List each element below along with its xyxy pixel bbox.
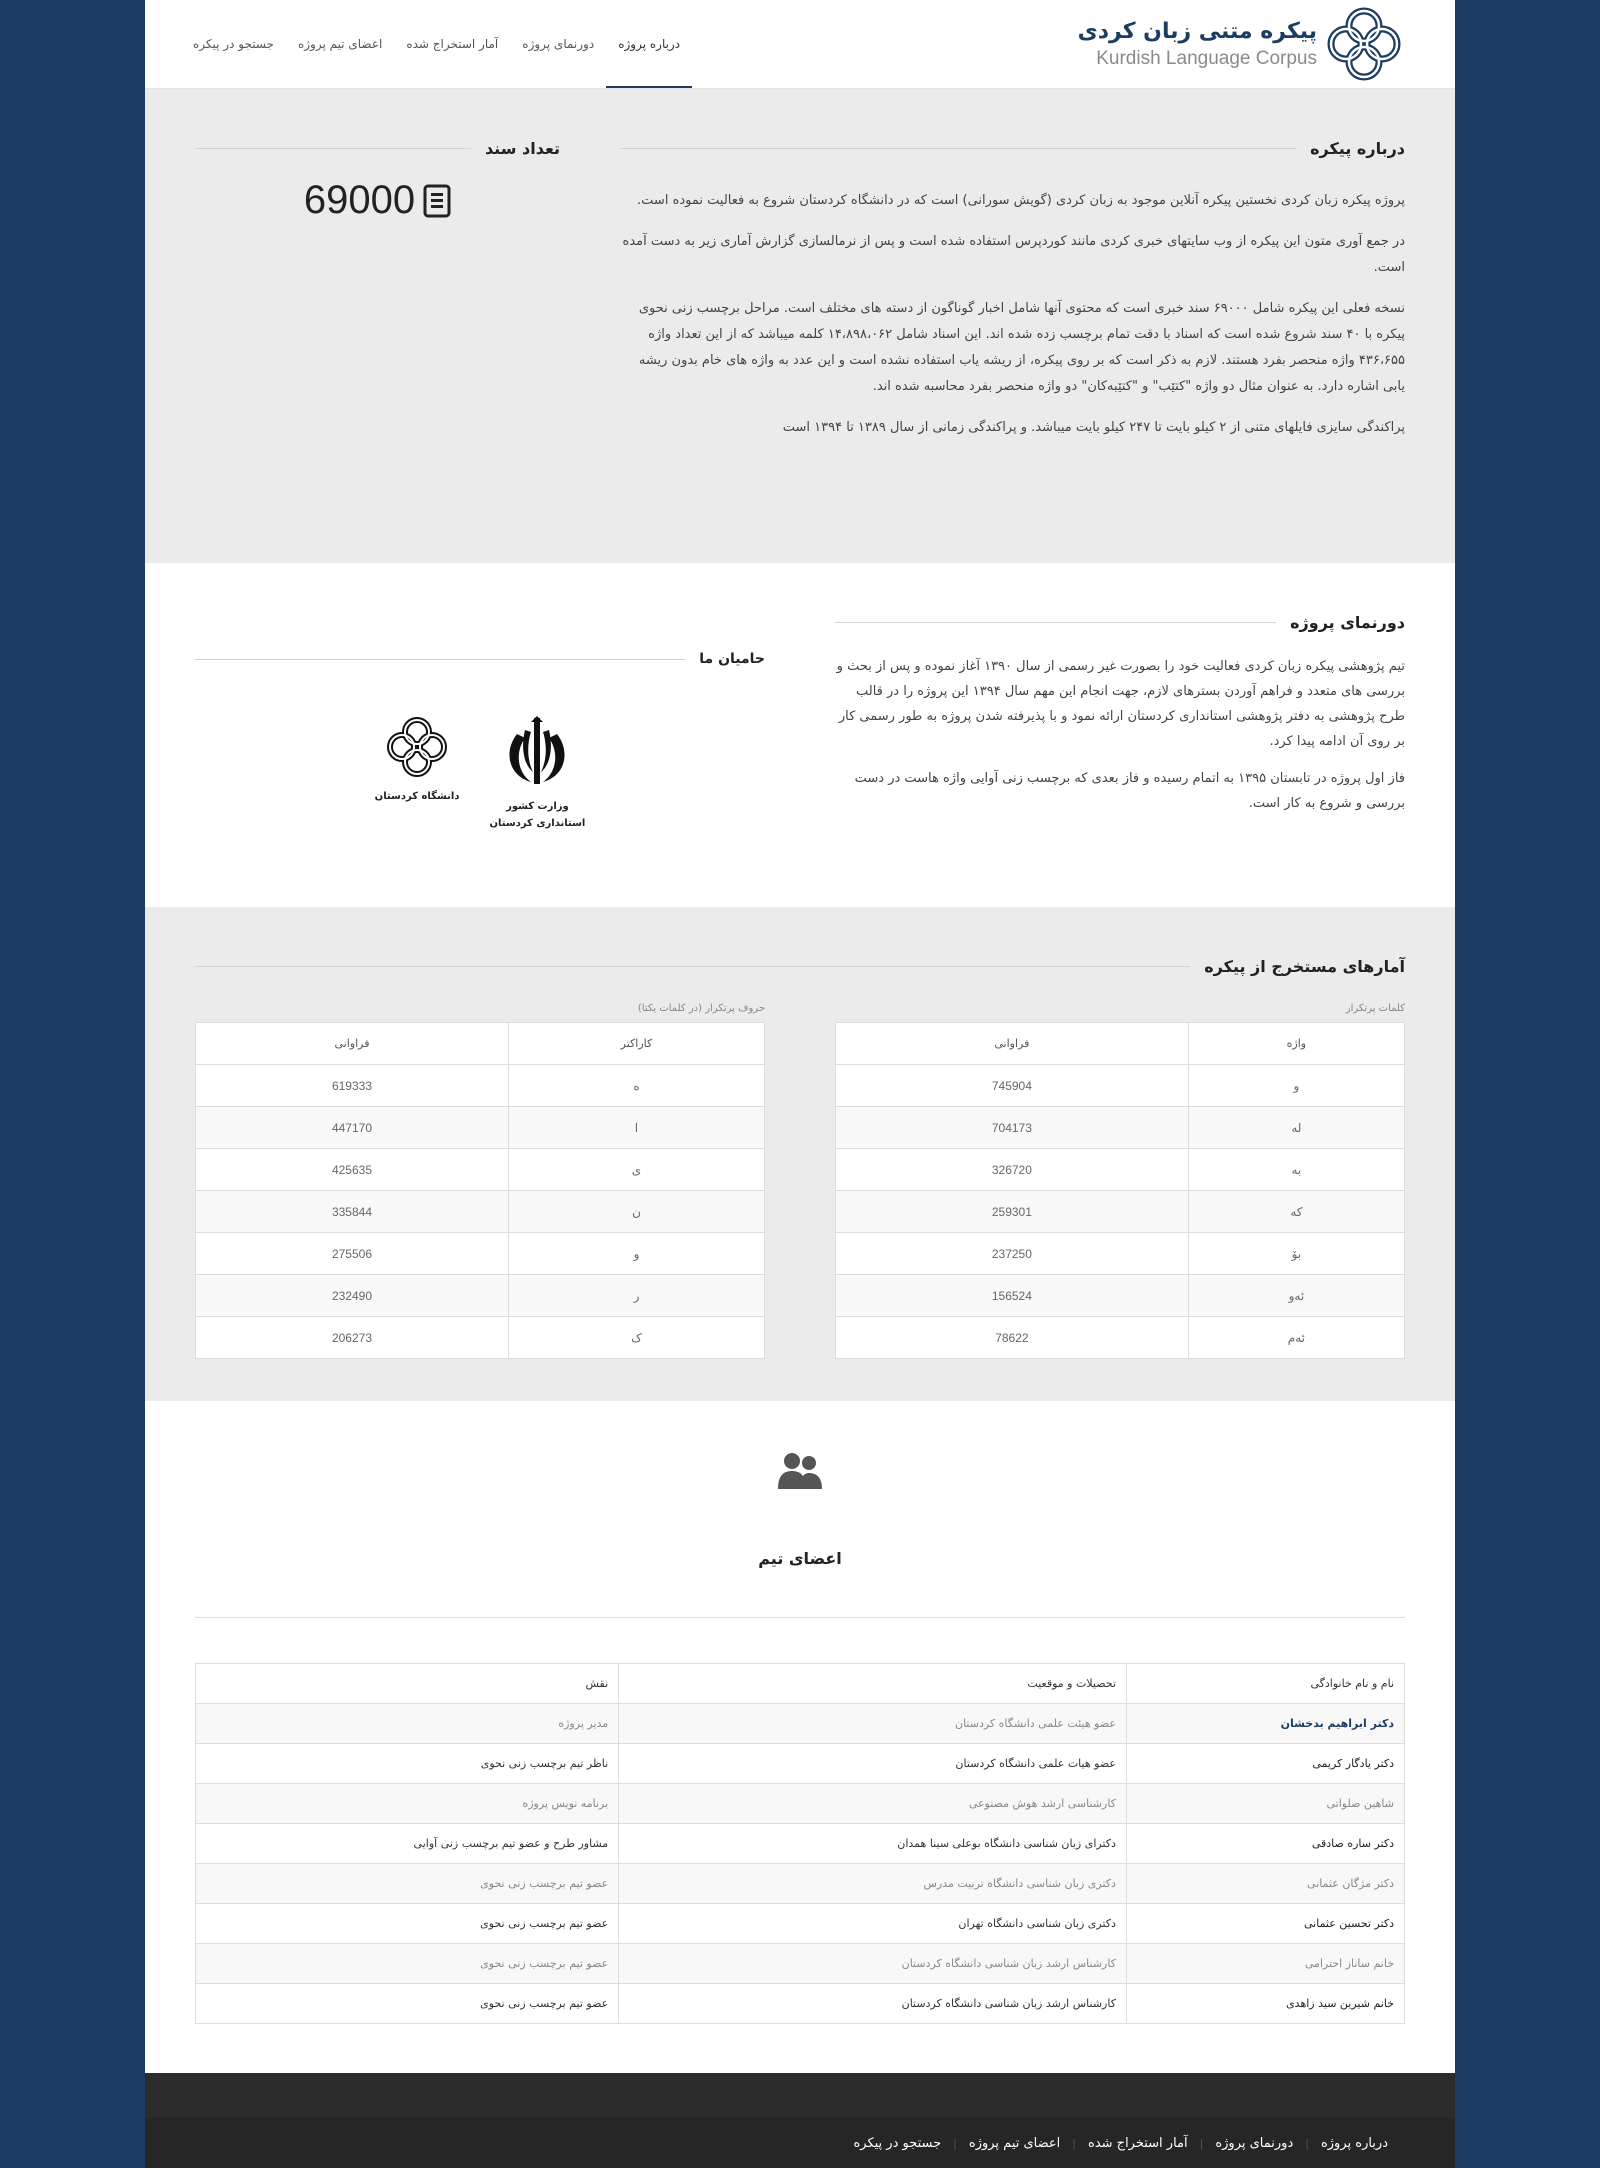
iran-emblem-icon [497, 712, 577, 792]
member-position: عضو هیئت علمی دانشگاه کردستان [619, 1704, 1127, 1744]
sponsor-logos [195, 712, 765, 830]
char-cell: ی [508, 1149, 764, 1191]
char-cell: ن [508, 1191, 764, 1233]
separator: | [1305, 2136, 1309, 2150]
frequency-cell: 447170 [196, 1107, 509, 1149]
member-role: عضو تیم برچسب زنی نحوی [196, 1984, 619, 2024]
chars-table [195, 1022, 765, 1359]
member-position: دکترای زبان شناسی دانشگاه بوعلی سینا همدان [619, 1824, 1127, 1864]
main-nav [181, 0, 692, 88]
stats-section [145, 907, 1455, 1401]
footer-nav [145, 2118, 1455, 2168]
stats-title: آمارهای مستخرج از پیکره [1204, 957, 1405, 976]
column-header: نقش [196, 1664, 619, 1704]
footer [145, 2073, 1455, 2168]
table-row [196, 1704, 1405, 1744]
nav-search[interactable]: جستجو در پیکره [193, 37, 274, 51]
member-name: خانم ساناز احترامی [1126, 1944, 1404, 1984]
footer-link-roadmap[interactable]: دورنمای پروژه [1215, 2135, 1294, 2151]
char-cell: ر [508, 1275, 764, 1317]
table-row [196, 1824, 1405, 1864]
sponsor-ministry [490, 712, 586, 830]
frequency-cell: 326720 [836, 1149, 1189, 1191]
sponsor-caption: استانداری کردستان [489, 818, 586, 829]
roadmap-section [145, 563, 1455, 907]
frequency-cell: 156524 [836, 1275, 1189, 1317]
team-users-icon [778, 1451, 822, 1491]
frequency-cell: 206273 [196, 1317, 509, 1359]
table-row [196, 1107, 765, 1149]
about-title: درباره پیکره [1310, 139, 1405, 158]
about-section [145, 89, 1455, 563]
footer-link-team[interactable]: اعضای تیم پروژه [968, 2135, 1061, 2151]
member-role: مدیر پروژه [196, 1704, 619, 1744]
word-cell: بۆ [1188, 1233, 1404, 1275]
member-role: عضو تیم برچسب زنی نحوی [196, 1864, 619, 1904]
table-row [196, 1191, 765, 1233]
nav-about[interactable]: درباره پروژه [606, 0, 692, 88]
sponsor-caption: دانشگاه کردستان [374, 791, 460, 802]
table-row [196, 1904, 1405, 1944]
frequency-cell: 619333 [196, 1065, 509, 1107]
frequency-cell: 232490 [196, 1275, 509, 1317]
roadmap-paragraph: فاز اول پروژه در تابستان ۱۳۹۵ به اتمام رسیده و فاز بعدی که برچسب زنی آوایی واژه هاست در دست بررسی و شروع به کار است. [854, 771, 1405, 811]
table-row [196, 1317, 765, 1359]
member-position: کارشناس ارشد زبان شناسی دانشگاه کردستان [619, 1984, 1127, 2024]
separator: | [1199, 2136, 1204, 2150]
member-position: عضو هیات علمی دانشگاه کردستان [619, 1744, 1127, 1784]
divider [195, 1617, 1405, 1618]
member-name: شاهین صلواتی [1126, 1784, 1404, 1824]
char-cell: ا [508, 1107, 764, 1149]
member-role: عضو تیم برچسب زنی نحوی [196, 1944, 619, 1984]
divider [195, 659, 685, 660]
member-role: مشاور طرح و عضو تیم برچسب زنی آوایی [196, 1824, 619, 1864]
table-row [836, 1149, 1405, 1191]
frequency-cell: 275506 [196, 1233, 509, 1275]
team-section [145, 1401, 1455, 2083]
char-cell: و [508, 1233, 764, 1275]
member-name: دکتر مژگان عثمانی [1126, 1864, 1404, 1904]
table-row [836, 1107, 1405, 1149]
sponsors-title: حامیان ما [699, 651, 765, 667]
word-cell: ئەو [1188, 1275, 1404, 1317]
header [145, 0, 1455, 89]
member-name: دکتر تحسین عثمانی [1126, 1904, 1404, 1944]
corpus-logo-icon [1323, 3, 1405, 85]
member-name: خانم شیرین سید زاهدی [1126, 1984, 1404, 2024]
table-row [836, 1233, 1405, 1275]
char-cell: ک [508, 1317, 764, 1359]
about-column [620, 139, 1405, 456]
table-row [836, 1275, 1405, 1317]
roadmap-title: دورنمای پروژه [1290, 613, 1405, 632]
table-row [196, 1233, 765, 1275]
table-row [196, 1784, 1405, 1824]
words-table [835, 1022, 1405, 1359]
about-paragraph: در جمع آوری متون این پیکره از وب سایتهای خبری کردی مانند کوردپرس استفاده شده است و پس از نرمالسازی گزارش آماری زیر به دست آمده است. [622, 234, 1405, 275]
column-header: واژه [1188, 1023, 1404, 1065]
member-role: برنامه نویس پروژه [196, 1784, 619, 1824]
words-caption: کلمات پرتکرار [1345, 1003, 1405, 1014]
member-name: دکتر ابراهیم بدخشان [1126, 1704, 1404, 1744]
nav-stats[interactable]: آمار استخراج شده [406, 37, 499, 51]
table-row [836, 1065, 1405, 1107]
member-name: دکتر یادگار کریمی [1126, 1744, 1404, 1784]
char-cell: ە [508, 1065, 764, 1107]
table-row [836, 1317, 1405, 1359]
divider [195, 148, 471, 149]
table-row [196, 1275, 765, 1317]
nav-team[interactable]: اعضای تیم پروژه [297, 37, 383, 51]
table-row [196, 1149, 765, 1191]
sponsor-university [375, 712, 460, 830]
member-role: ناظر تیم برچسب زنی نحوی [196, 1744, 619, 1784]
words-table-wrap [835, 1003, 1405, 1359]
word-cell: ئەم [1188, 1317, 1404, 1359]
separator: | [1072, 2136, 1077, 2150]
table-row [196, 1065, 765, 1107]
divider [620, 148, 1296, 149]
word-cell: لە [1188, 1107, 1404, 1149]
about-paragraph: پراکندگی سایزی فایلهای متنی از ۲ کیلو بایت تا ۲۴۷ کیلو بایت میباشد. و پراکندگی زمانی از سال ۱۳۸۹ تا ۱۳۹۴ است [782, 420, 1405, 435]
table-row [196, 1864, 1405, 1904]
team-table [195, 1663, 1405, 2024]
frequency-cell: 259301 [836, 1191, 1189, 1233]
column-header: کاراکتر [508, 1023, 764, 1065]
member-name: دکتر ساره صادقی [1126, 1824, 1404, 1864]
footer-link-about[interactable]: درباره پروژه [1320, 2135, 1388, 2151]
member-role: عضو تیم برچسب زنی نحوی [196, 1904, 619, 1944]
frequency-cell: 237250 [836, 1233, 1189, 1275]
member-position: کارشناسی ارشد هوش مصنوعی [619, 1784, 1127, 1824]
roadmap-column [835, 613, 1405, 828]
frequency-cell: 335844 [196, 1191, 509, 1233]
frequency-cell: 745904 [836, 1065, 1189, 1107]
separator: | [953, 2136, 957, 2150]
word-cell: و [1188, 1065, 1404, 1107]
table-row [196, 1944, 1405, 1984]
column-header: تحصیلات و موقعیت [619, 1664, 1127, 1704]
logo-subtitle: Kurdish Language Corpus [1096, 48, 1317, 69]
document-icon [423, 184, 451, 218]
word-cell: بە [1188, 1149, 1404, 1191]
member-position: کارشناس ارشد زبان شناسی دانشگاه کردستان [619, 1944, 1127, 1984]
footer-link-stats[interactable]: آمار استخراج شده [1088, 2135, 1188, 2151]
column-header: نام و نام خانوادگی [1126, 1664, 1404, 1704]
page [145, 0, 1455, 2168]
university-logo-icon [382, 712, 452, 782]
chars-caption: حروف پرتکرار (در کلمات یکتا) [637, 1003, 765, 1014]
table-row [196, 1984, 1405, 2024]
table-row [836, 1191, 1405, 1233]
footer-link-search[interactable]: جستجو در پیکره [853, 2135, 942, 2151]
frequency-cell: 425635 [196, 1149, 509, 1191]
doc-count [195, 178, 560, 223]
chars-table-wrap [195, 1003, 765, 1359]
member-position: دکتری زبان شناسی دانشگاه تربیت مدرس [619, 1864, 1127, 1904]
frequency-cell: 78622 [836, 1317, 1189, 1359]
logo-title: پیکره متنی زبان کردی [1077, 19, 1317, 44]
member-position: دکتری زبان شناسی دانشگاه تهران [619, 1904, 1127, 1944]
about-paragraph: نسخه فعلی این پیکره شامل ۶۹۰۰۰ سند خبری است که محتوی آنها شامل اخبار گوناگون از دسته های مختلف است. مراحل برچسب زنی نحوی پیکره با ۴۰ سند شروع شده است که اسناد با دقت تمام برچسب زده شده اند. این اسناد شامل ۱۴،۸۹۸،۰۶۲ کلمه میباشد که از این تعداد واژه ۴۳۶،۶۵۵ واژه منحصر بفرد هستند. لازم به ذکر است که بر روی پیکره، از ریشه یاب استفاده نشده است و این عدد به واژه های خام بدون ریشه یابی اشاره دارد. به عنوان مثال دو واژه "کتێب" و "کتێبەکان" دو واژه منحصر بفرد محاسبه شده اند. [638, 301, 1405, 394]
about-paragraph: پروژه پیکره زبان کردی نخستین پیکره آنلاین موجود به زبان کردی (گویش سورانی) است که در دانشگاه کردستان شروع به فعالیت نموده است. [637, 193, 1405, 208]
table-row [196, 1744, 1405, 1784]
divider [835, 622, 1276, 623]
doc-count-title: تعداد سند [484, 139, 560, 158]
column-header: فراوانی [196, 1023, 509, 1065]
word-cell: کە [1188, 1191, 1404, 1233]
sponsors-column [195, 651, 765, 830]
doc-count-column [195, 139, 560, 223]
divider [195, 966, 1190, 967]
site-logo[interactable] [1078, 0, 1405, 88]
frequency-cell: 704173 [836, 1107, 1189, 1149]
doc-count-value: 69000 [303, 178, 416, 222]
roadmap-paragraph: تیم پژوهشی پیکره زبان کردی فعالیت خود را بصورت غیر رسمی از سال ۱۳۹۰ آغاز نموده و پس از بحث و بررسی های متعدد و فراهم آوردن بسترهای لازم، جهت انجام این مهم سال ۱۳۹۴ این پروژه را در قالب طرح پژوهشی به دفتر پژوهشی استانداری کردستان ارائه نمود و با پذیرفته شدن پروژه به طور رسمی کار بر روی آن ادامه پیدا کرد. [836, 659, 1405, 749]
team-title: اعضای تیم [758, 1549, 842, 1568]
column-header: فراوانی [836, 1023, 1189, 1065]
nav-roadmap[interactable]: دورنمای پروژه [522, 37, 595, 51]
sponsor-caption: وزارت کشور [506, 801, 569, 812]
